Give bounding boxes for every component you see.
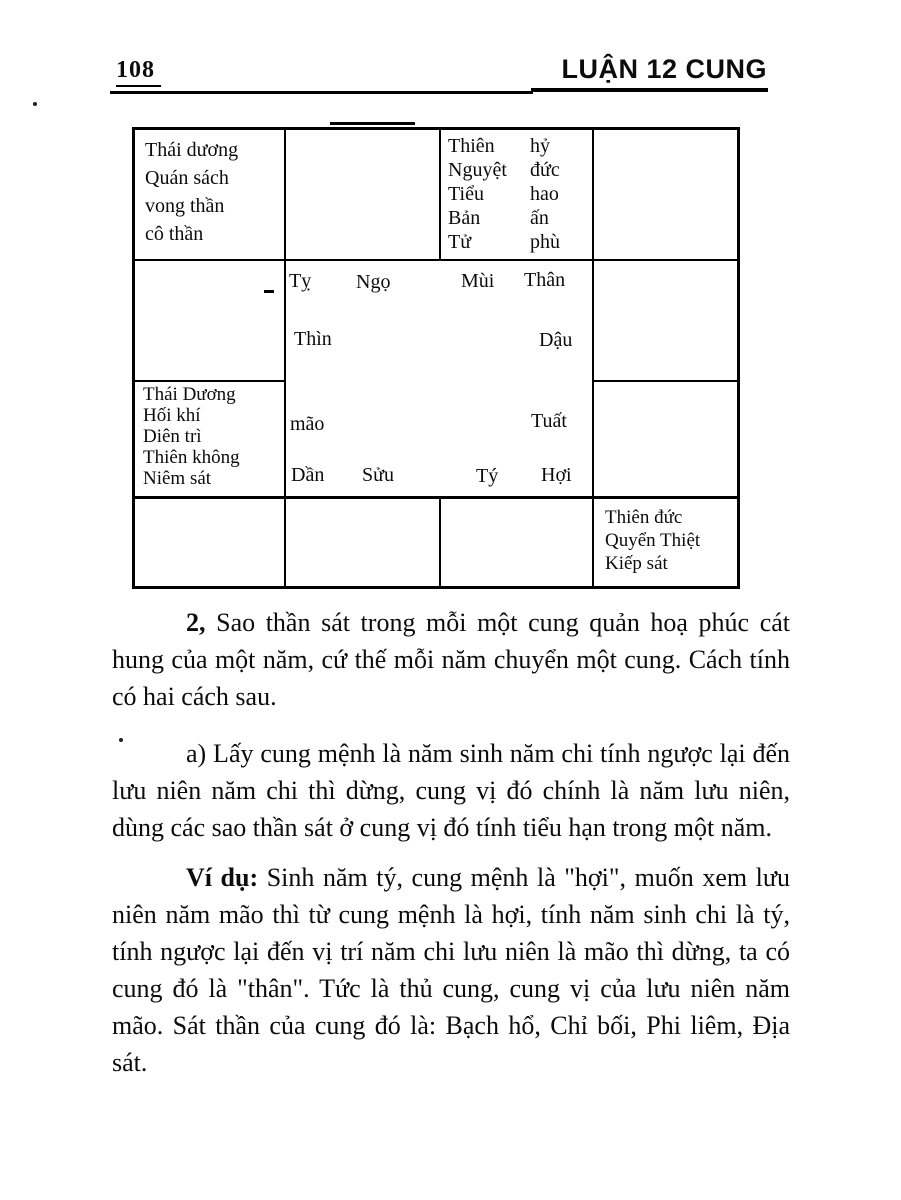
star-name: vong thần	[145, 195, 225, 217]
star-name: Diên trì	[143, 426, 202, 447]
palace-cell-star-list	[143, 384, 240, 489]
branch-label-ngo: Ngọ	[356, 271, 391, 293]
star-name: Nguyệt	[448, 159, 507, 181]
page-number: 108	[116, 57, 161, 87]
branch-label-dan: Dần	[291, 464, 325, 486]
branch-label-than: Thân	[524, 269, 566, 291]
paragraph-number: 2,	[186, 608, 206, 637]
palace-cell-star-list	[145, 136, 238, 248]
star-name: Thái dương	[145, 139, 239, 161]
star-name: ấn	[530, 207, 549, 229]
twelve-palace-chart	[132, 127, 740, 589]
table-border-line	[439, 496, 441, 586]
paragraph-method-a: a) Lấy cung mệnh là năm sinh năm chi tính ngược lại đến lưu niên năm chi thì dừng, cung vị đó chính là năm lưu niên, dùng các sao thần sát ở cung vị đó tính tiểu hạn trong một năm.	[112, 739, 790, 842]
branch-label-mui: Mùi	[461, 270, 495, 292]
star-name: Bản	[448, 207, 481, 229]
branch-label-dau: Dậu	[539, 329, 573, 351]
branch-label-suu: Sửu	[362, 464, 394, 486]
scan-artifact-line	[330, 122, 415, 125]
header-rule-right	[531, 88, 768, 92]
star-name: hao	[530, 183, 559, 205]
body-text	[112, 604, 790, 1081]
table-border-line	[135, 496, 737, 499]
star-name: Tiểu	[448, 183, 484, 205]
star-name: cô thần	[145, 223, 204, 245]
star-name: Thiên đức	[605, 507, 683, 528]
star-name: đức	[530, 159, 560, 181]
table-border-line	[439, 130, 441, 259]
star-name: phù	[530, 231, 560, 253]
branch-label-tuat: Tuất	[531, 410, 567, 432]
palace-cell-star-list	[448, 134, 560, 254]
star-name: Quyển Thiệt	[605, 530, 701, 551]
star-name: Thái Dương	[143, 384, 236, 405]
star-name: Hối khí	[143, 405, 201, 426]
branch-label-thin: Thìn	[294, 328, 332, 350]
star-name: Kiếp sát	[605, 553, 668, 574]
branch-label-ty-snake: Tỵ	[289, 270, 312, 292]
branch-label-hoi: Hợi	[541, 464, 572, 486]
table-border-line	[592, 380, 737, 382]
paragraph-rule-intro: 2, Sao thần sát trong mỗi một cung quản hoạ phúc cát hung của một năm, cứ thế mỗi năm chuyển một cung. Cách tính có hai cách sau.	[112, 608, 791, 711]
star-name: Thiên	[448, 135, 495, 157]
branch-label-mao: mão	[290, 413, 325, 435]
table-border-line	[284, 130, 286, 586]
running-head-title: LUẬN 12 CUNG	[561, 54, 767, 84]
palace-cell-star-list	[605, 506, 700, 575]
star-name: Thiên không	[143, 447, 240, 468]
star-name: Tử	[448, 231, 472, 253]
header-rule-left	[110, 91, 533, 94]
star-name: Niêm sát	[143, 468, 212, 489]
table-border-line	[135, 259, 737, 261]
star-name: Quán sách	[145, 167, 229, 189]
example-lead: Ví dụ:	[186, 863, 259, 892]
paragraph-example: Ví dụ: Sinh năm tý, cung mệnh là "hợi", muốn xem lưu niên năm mão thì từ cung mệnh là hợi, tính năm sinh chi là tý, tính ngược lại đến vị trí năm chi lưu niên là mão thì dừng, ta có cung đó là "thân". Tức là thủ cung, cung vị của lưu niên năm mão. Sát thần của cung đó là: Bạch hổ, Chỉ bối, Phi liêm, Địa sát.	[112, 863, 790, 1077]
scan-artifact-dash	[264, 290, 274, 293]
table-border-line	[135, 380, 286, 382]
table-border-line	[592, 130, 594, 586]
ink-speck	[33, 102, 37, 106]
star-name: hỷ	[530, 135, 550, 157]
branch-label-ty-rat: Tý	[476, 465, 499, 487]
